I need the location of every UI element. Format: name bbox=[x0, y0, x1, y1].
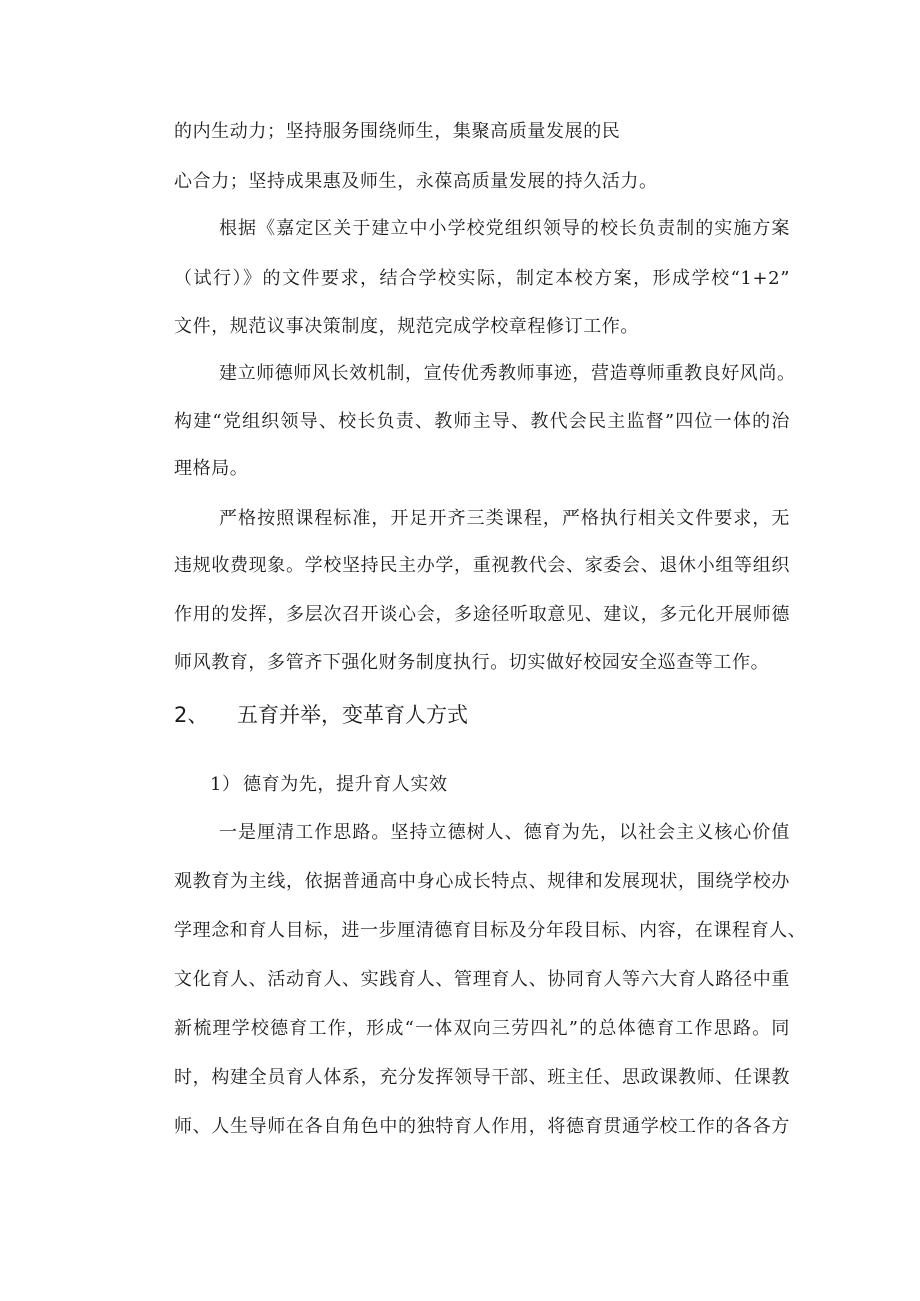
paragraph-line: 作用的发挥，多层次召开谈心会，多途径听取意见、建议，多元化开展师德 bbox=[174, 604, 790, 625]
paragraph-line: 学理念和育人目标，进一步厘清德育目标及分年段目标、内容，在课程育人、 bbox=[174, 920, 807, 941]
paragraph-line: 师、人生导师在各自角色中的独特育人作用，将德育贯通学校工作的各各方 bbox=[174, 1116, 790, 1137]
subsection-number: 1） bbox=[210, 774, 241, 795]
paragraph-line: 违规收费现象。学校坚持民主办学，重视教代会、家委会、退休小组等组织 bbox=[174, 555, 790, 576]
text-line: 的内生动力；坚持服务围绕师生，集聚高质量发展的民 bbox=[174, 121, 621, 142]
section-number: 2、 bbox=[174, 703, 209, 727]
paragraph-line: 文化育人、活动育人、实践育人、管理育人、协同育人等六大育人路径中重 bbox=[174, 969, 790, 990]
paragraph-line: 师风教育，多管齐下强化财务制度执行。切实做好校园安全巡查等工作。 bbox=[174, 652, 770, 673]
text-line: 心合力；坚持成果惠及师生，永葆高质量发展的持久活力。 bbox=[174, 171, 658, 192]
section-title: 五育并举，变革育人方式 bbox=[237, 703, 468, 727]
subsection-title: 德育为先，提升育人实效 bbox=[243, 774, 448, 795]
paragraph-line: （试行）》的文件要求，结合学校实际，制定本校方案，形成学校“1+2” bbox=[174, 268, 790, 289]
paragraph-line: 建立师德师风长效机制，宣传优秀教师事迹，营造尊师重教良好风尚。 bbox=[219, 363, 796, 384]
paragraph-line: 构建“党组织领导、校长负责、教师主导、教代会民主监督”四位一体的治 bbox=[174, 411, 790, 432]
paragraph-line: 观教育为主线，依据普通高中身心成长特点、规律和发展现状，围绕学校办 bbox=[174, 871, 790, 892]
paragraph-line: 严格按照课程标准，开足开齐三类课程，严格执行相关文件要求，无 bbox=[219, 508, 790, 529]
paragraph-line: 新梳理学校德育工作，形成“一体双向三劳四礼”的总体德育工作思路。同 bbox=[174, 1018, 790, 1039]
paragraph-line: 一是厘清工作思路。坚持立德树人、德育为先，以社会主义核心价值 bbox=[219, 822, 790, 843]
paragraph-line: 文件，规范议事决策制度，规范完成学校章程修订工作。 bbox=[174, 316, 639, 337]
paragraph-line: 理格局。 bbox=[174, 458, 249, 479]
paragraph-line: 时，构建全员育人体系，充分发挥领导干部、班主任、思政课教师、任课教 bbox=[174, 1067, 790, 1088]
paragraph-line: 根据《嘉定区关于建立中小学校党组织领导的校长负责制的实施方案 bbox=[219, 218, 790, 239]
